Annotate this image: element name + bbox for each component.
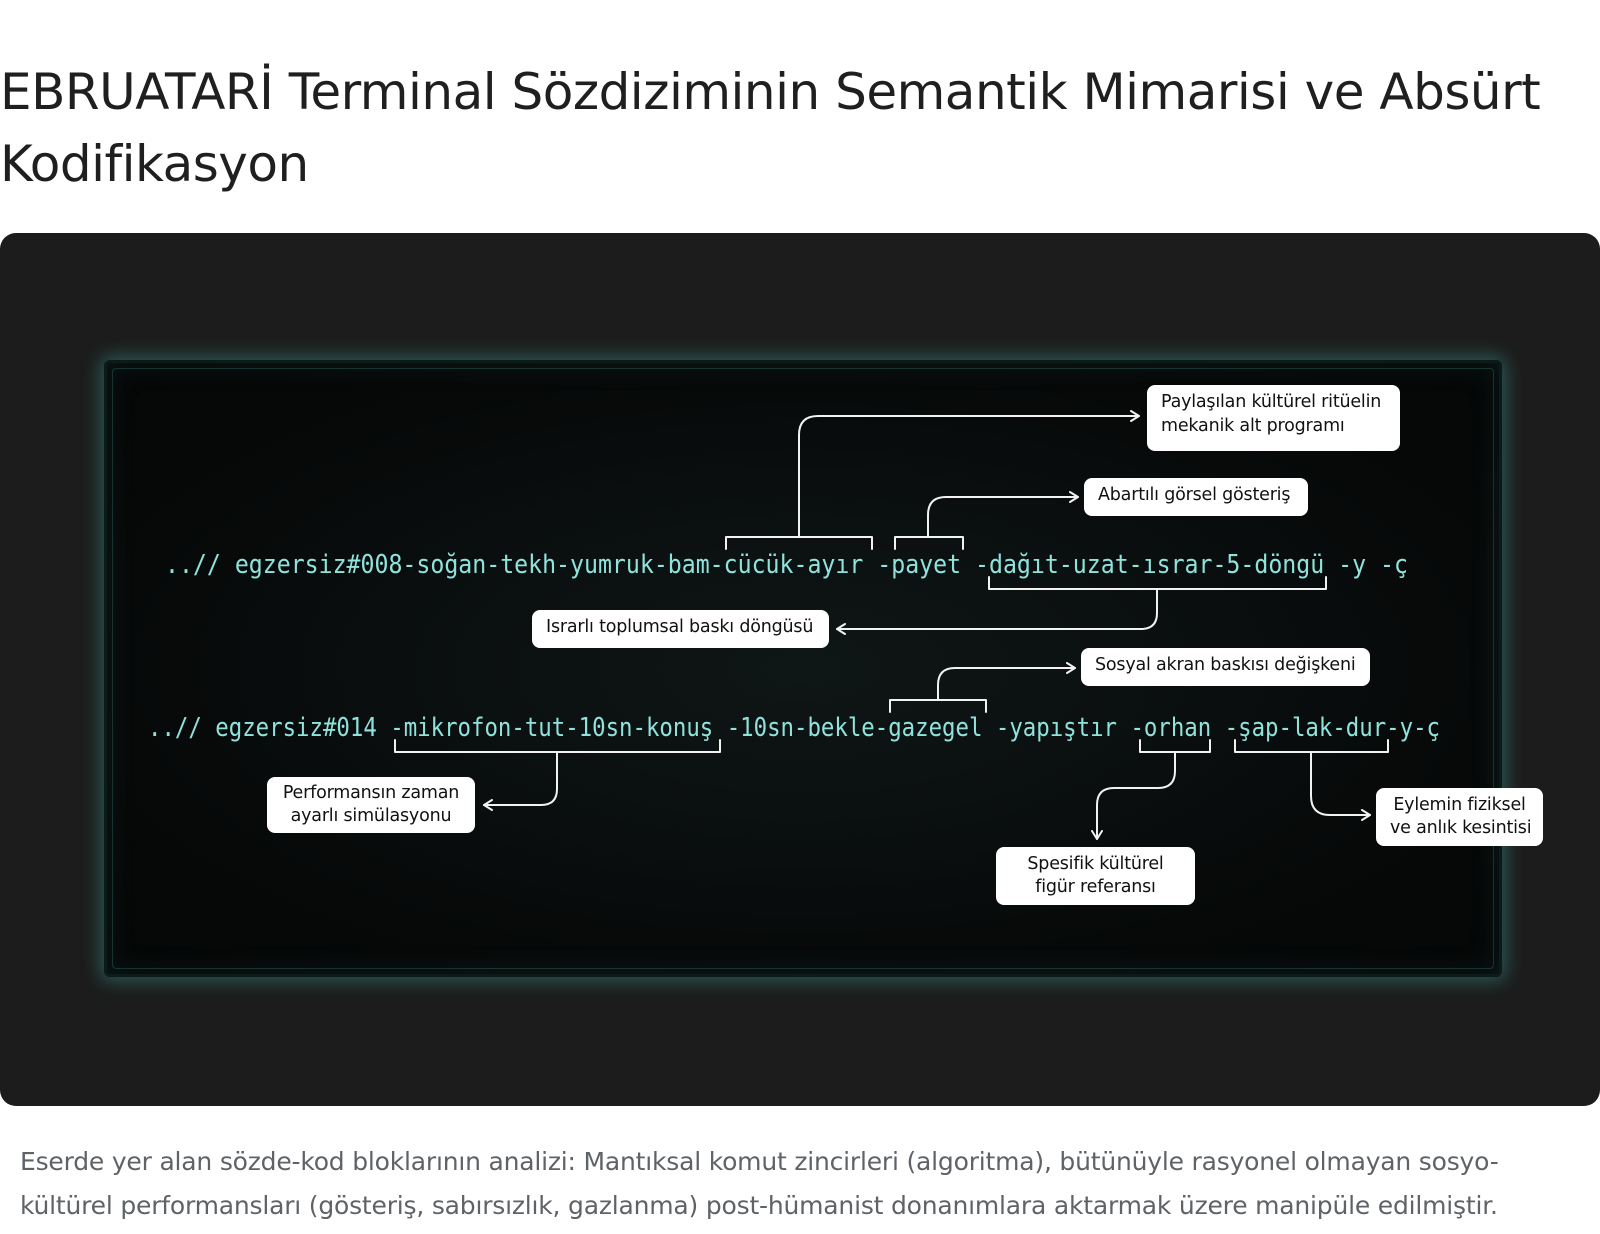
label-performance-sim: Performansın zaman ayarlı simülasyonu — [267, 777, 475, 833]
connector-cultural-figure — [1097, 752, 1175, 839]
command-line-1: ..// egzersiz#008-soğan-tekh-yumruk-bam-cücük-ayır -payet -dağıt-uzat-ısrar-5-döngü -y -ç — [165, 550, 1408, 580]
label-physical-interrupt: Eylemin fiziksel ve anlık kesintisi — [1376, 788, 1543, 846]
label-cultural-figure: Spesifik kültürel figür referansı — [996, 847, 1195, 905]
figure-caption: Eserde yer alan sözde-kod bloklarının analizi: Mantıksal komut zincirleri (algoritma), bütünüyle rasyonel olmayan sosyo-kültürel performansları (gösteriş, sabırsızlık, gazlanma) post-hümanist donanımlara aktarmak üzere manipüle edilmiştir. — [20, 1147, 1499, 1220]
connector-visual-show — [928, 497, 1078, 537]
label-peer-pressure: Sosyal akran baskısı değişkeni — [1081, 648, 1370, 686]
bracket-payet — [895, 537, 963, 549]
page-title: EBRUATARİ Terminal Sözdiziminin Semantik Mimarisi ve Absürt Kodifikasyon — [0, 63, 1541, 193]
label-visual-show: Abartılı görsel gösteriş — [1084, 478, 1308, 516]
bracket-gazegel — [890, 700, 986, 712]
connector-pressure-loop — [837, 589, 1157, 629]
connector-physical-interrupt — [1311, 752, 1370, 815]
connector-cultural-ritual — [799, 416, 1139, 537]
connector-peer-pressure — [938, 668, 1075, 700]
figure-panel — [0, 233, 1600, 1106]
connector-performance-sim — [484, 752, 557, 805]
command-line-2: ..// egzersiz#014 -mikrofon-tut-10sn-konuş -10sn-bekle-gazegel -yapıştır -orhan -şap-lak-dur-y-ç — [148, 713, 1440, 743]
label-pressure-loop: Israrlı toplumsal baskı döngüsü — [532, 610, 829, 648]
bracket-cucuk-ayir — [726, 537, 872, 549]
label-cultural-ritual: Paylaşılan kültürel ritüelin mekanik alt programı — [1147, 385, 1400, 451]
